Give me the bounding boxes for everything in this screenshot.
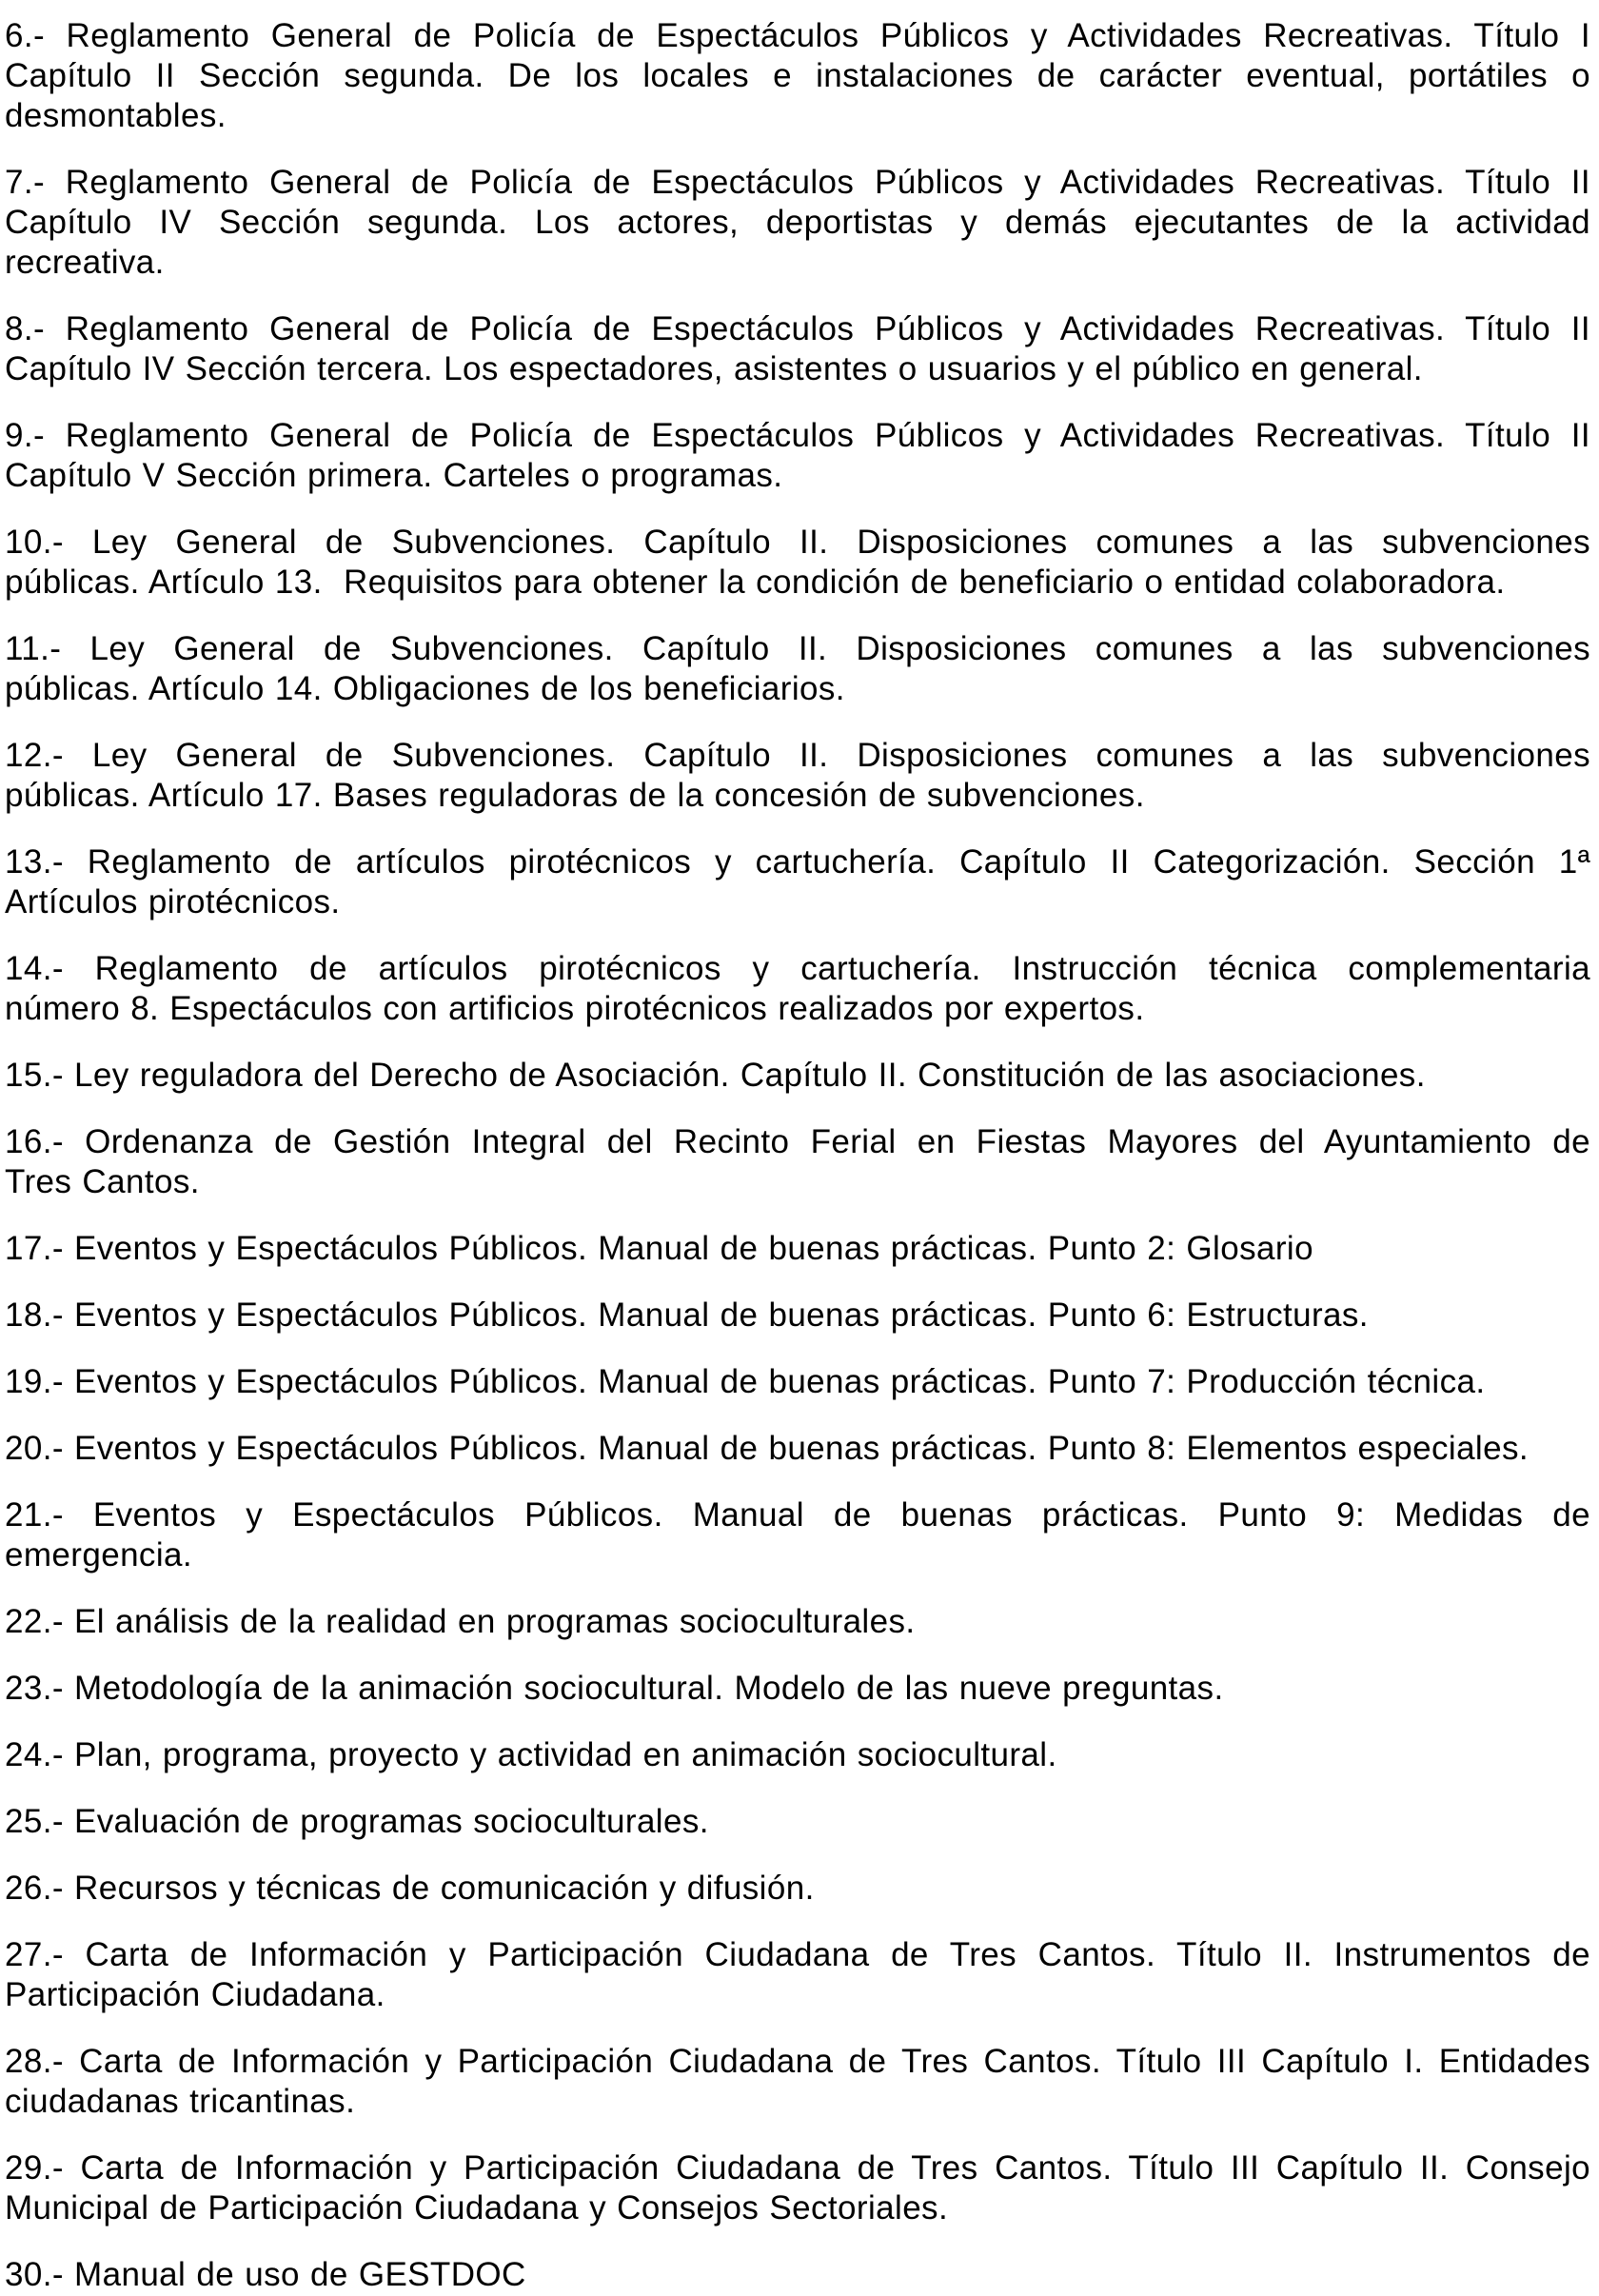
list-item-8 — [5, 309, 1590, 389]
list-item-23 — [5, 1669, 1590, 1709]
list-item-15 — [5, 1056, 1590, 1096]
list-item-17 — [5, 1229, 1590, 1269]
text-line: Capítulo II Sección segunda. De los locales e instalaciones de carácter eventual, portátiles o — [5, 57, 1590, 94]
text-line: 19.- Eventos y Espectáculos Públicos. Manual de buenas prácticas. Punto 7: Producción técnica. — [5, 1363, 1486, 1400]
text-line: 25.- Evaluación de programas socioculturales. — [5, 1803, 709, 1840]
text-line: Capítulo IV Sección tercera. Los espectadores, asistentes o usuarios y el público en general. — [5, 350, 1423, 387]
text-line: 29.- Carta de Información y Participación Ciudadana de Tres Cantos. Título III Capítulo II. Consejo — [5, 2149, 1590, 2187]
list-item-21 — [5, 1495, 1590, 1575]
text-line: 16.- Ordenanza de Gestión Integral del Recinto Ferial en Fiestas Mayores del Ayuntamiento de — [5, 1123, 1590, 1160]
text-line: públicas. Artículo 13. Requisitos para obtener la condición de beneficiario o entidad colaboradora. — [5, 564, 1506, 601]
text-line: 12.- Ley General de Subvenciones. Capítulo II. Disposiciones comunes a las subvenciones — [5, 737, 1590, 774]
list-item-29 — [5, 2148, 1590, 2228]
list-item-26 — [5, 1869, 1590, 1909]
text-line: 8.- Reglamento General de Policía de Espectáculos Públicos y Actividades Recreativas. Título II — [5, 310, 1590, 347]
text-line: 23.- Metodología de la animación sociocultural. Modelo de las nueve preguntas. — [5, 1670, 1224, 1707]
document-page — [5, 16, 1590, 2295]
text-line: 13.- Reglamento de artículos pirotécnicos y cartuchería. Capítulo II Categorización. Sección 1ª — [5, 843, 1590, 881]
list-item-24 — [5, 1735, 1590, 1775]
text-line: 20.- Eventos y Espectáculos Públicos. Manual de buenas prácticas. Punto 8: Elementos especiales. — [5, 1430, 1529, 1467]
text-line: Artículos pirotécnicos. — [5, 883, 341, 920]
text-line: 9.- Reglamento General de Policía de Espectáculos Públicos y Actividades Recreativas. Título II — [5, 417, 1590, 454]
text-line: 28.- Carta de Información y Participación Ciudadana de Tres Cantos. Título III Capítulo I. Entidades — [5, 2043, 1590, 2080]
text-line: 21.- Eventos y Espectáculos Públicos. Manual de buenas prácticas. Punto 9: Medidas de — [5, 1496, 1590, 1534]
list-item-11 — [5, 629, 1590, 709]
list-item-7 — [5, 163, 1590, 283]
list-item-19 — [5, 1362, 1590, 1402]
list-item-22 — [5, 1602, 1590, 1642]
text-line: 14.- Reglamento de artículos pirotécnicos y cartuchería. Instrucción técnica complementaria — [5, 950, 1590, 987]
text-line: ciudadanas tricantinas. — [5, 2083, 356, 2120]
text-line: Capítulo V Sección primera. Carteles o programas. — [5, 457, 783, 494]
text-line: 22.- El análisis de la realidad en programas socioculturales. — [5, 1603, 916, 1640]
text-line: número 8. Espectáculos con artificios pirotécnicos realizados por expertos. — [5, 990, 1145, 1027]
list-item-20 — [5, 1429, 1590, 1469]
list-item-16 — [5, 1122, 1590, 1202]
text-line: Participación Ciudadana. — [5, 1976, 385, 2013]
list-item-27 — [5, 1935, 1590, 2015]
text-line: Tres Cantos. — [5, 1163, 200, 1200]
text-line: desmontables. — [5, 97, 227, 134]
text-line: 30.- Manual de uso de GESTDOC — [5, 2256, 526, 2293]
list-item-28 — [5, 2042, 1590, 2122]
text-line: 18.- Eventos y Espectáculos Públicos. Manual de buenas prácticas. Punto 6: Estructuras. — [5, 1296, 1369, 1334]
text-line: 24.- Plan, programa, proyecto y actividad en animación sociocultural. — [5, 1736, 1057, 1773]
text-line: 15.- Ley reguladora del Derecho de Asociación. Capítulo II. Constitución de las asociaciones. — [5, 1057, 1426, 1094]
text-line: 27.- Carta de Información y Participación Ciudadana de Tres Cantos. Título II. Instrumentos de — [5, 1936, 1590, 1973]
list-item-6 — [5, 16, 1590, 136]
text-line: Municipal de Participación Ciudadana y Consejos Sectoriales. — [5, 2189, 949, 2227]
text-line: 26.- Recursos y técnicas de comunicación y difusión. — [5, 1870, 815, 1907]
text-line: 6.- Reglamento General de Policía de Espectáculos Públicos y Actividades Recreativas. Título I — [5, 17, 1590, 54]
list-item-10 — [5, 523, 1590, 603]
text-line: públicas. Artículo 14. Obligaciones de los beneficiarios. — [5, 670, 845, 707]
list-item-14 — [5, 949, 1590, 1029]
text-line: recreativa. — [5, 244, 165, 281]
text-line: 7.- Reglamento General de Policía de Espectáculos Públicos y Actividades Recreativas. Título II — [5, 164, 1590, 201]
text-line: 10.- Ley General de Subvenciones. Capítulo II. Disposiciones comunes a las subvenciones — [5, 524, 1590, 561]
text-line: 17.- Eventos y Espectáculos Públicos. Manual de buenas prácticas. Punto 2: Glosario — [5, 1230, 1313, 1267]
text-line: emergencia. — [5, 1536, 193, 1574]
list-item-12 — [5, 736, 1590, 816]
list-item-25 — [5, 1802, 1590, 1842]
list-item-30 — [5, 2255, 1590, 2295]
list-item-13 — [5, 842, 1590, 922]
text-line: Capítulo IV Sección segunda. Los actores, deportistas y demás ejecutantes de la actividad — [5, 204, 1590, 241]
text-line: 11.- Ley General de Subvenciones. Capítulo II. Disposiciones comunes a las subvenciones — [5, 630, 1590, 667]
list-item-9 — [5, 416, 1590, 496]
text-line: públicas. Artículo 17. Bases reguladoras de la concesión de subvenciones. — [5, 777, 1145, 814]
list-item-18 — [5, 1296, 1590, 1336]
